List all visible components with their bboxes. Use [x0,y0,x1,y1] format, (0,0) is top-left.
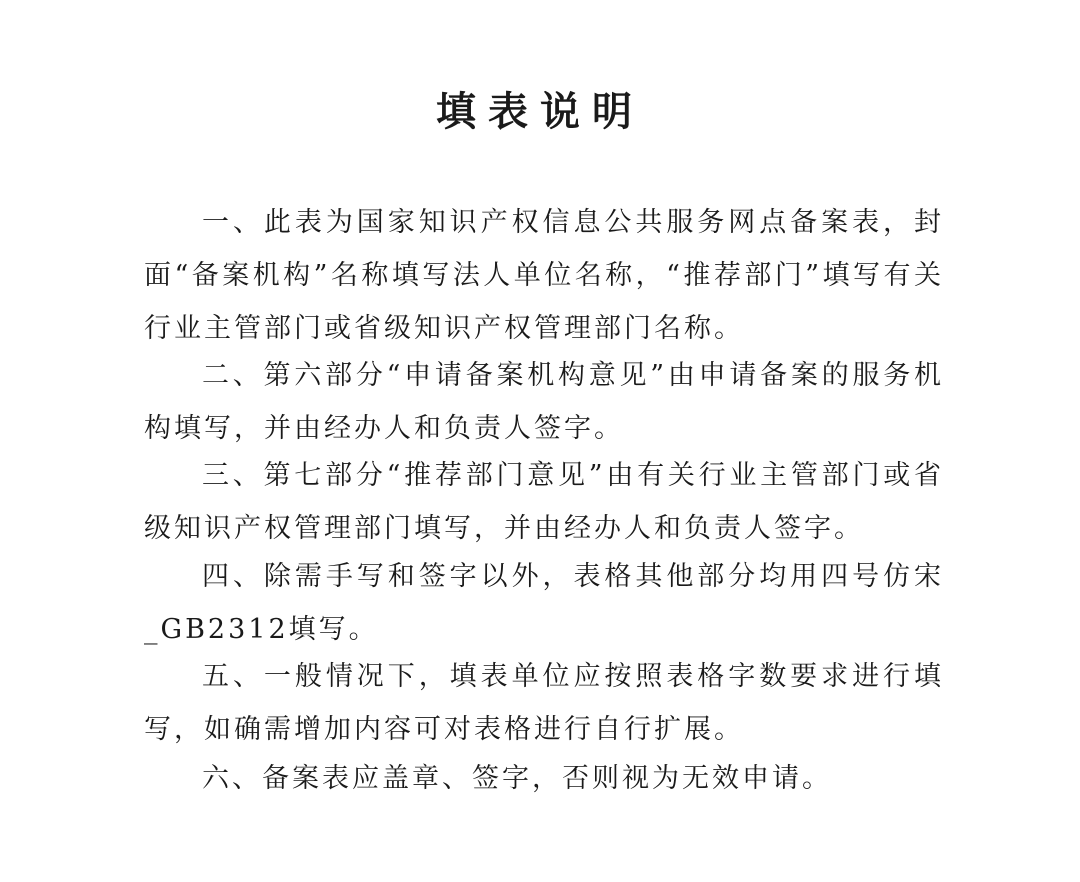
instruction-paragraph-4: 四、除需手写和签字以外，表格其他部分均用四号仿宋_GB2312填写。 [144,561,944,645]
instruction-paragraph-5: 五、一般情况下，填表单位应按照表格字数要求进行填写，如确需增加内容可对表格进行自行扩展。 [144,661,944,745]
instruction-paragraph-3: 三、第七部分“推荐部门意见”由有关行业主管部门或省级知识产权管理部门填写，并由经办人和负责人签字。 [144,460,944,544]
document-title: 填表说明 [436,89,644,135]
instruction-paragraph-2: 二、第六部分“申请备案机构意见”由申请备案的服务机构填写，并由经办人和负责人签字。 [144,360,944,444]
instruction-paragraph-6: 六、备案表应盖章、签字，否则视为无效申请。 [202,763,832,794]
instruction-paragraph-1: 一、此表为国家知识产权信息公共服务网点备案表，封面“备案机构”名称填写法人单位名称，“推荐部门”填写有关行业主管部门或省级知识产权管理部门名称。 [144,207,944,344]
